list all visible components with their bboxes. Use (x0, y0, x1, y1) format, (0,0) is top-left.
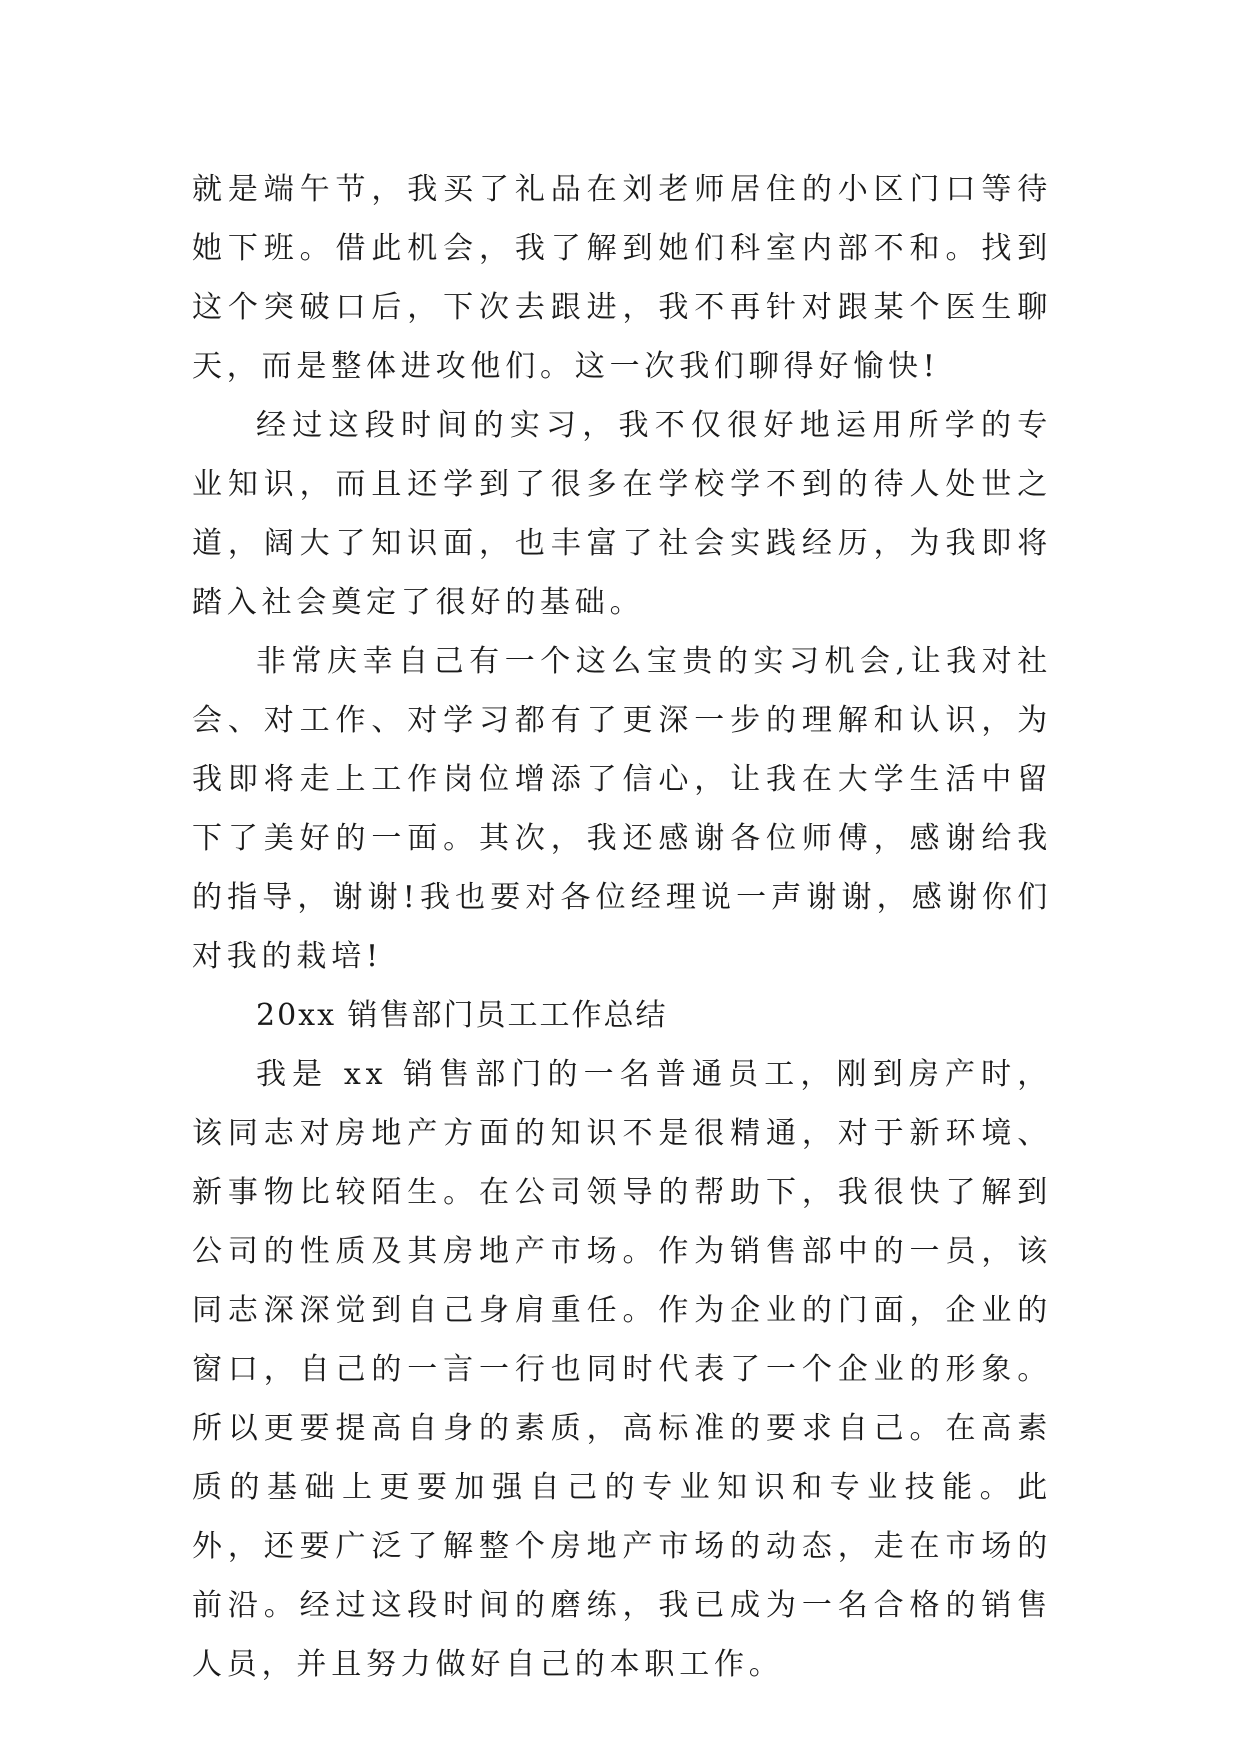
document-body (192, 160, 1052, 1694)
section-heading: 20xx 销售部门员工工作总结 (256, 998, 668, 1033)
paragraph-continuation: 就是端午节，我买了礼品在刘老师居住的小区门口等待她下班。借此机会，我了解到她们科室内部不和。找到这个突破口后，下次去跟进，我不再针对跟某个医生聊天，而是整体进攻他们。这一次我们聊得好愉快! (192, 172, 1052, 384)
paragraph-sales-summary: 我是 xx 销售部门的一名普通员工，刚到房产时，该同志对房地产方面的知识不是很精通，对于新环境、新事物比较陌生。在公司领导的帮助下，我很快了解到公司的性质及其房地产市场。作为销售部中的一员，该同志深深觉到自己身肩重任。作为企业的门面，企业的窗口，自己的一言一行也同时代表了一个企业的形象。所以更要提高自身的素质，高标准的要求自己。在高素质的基础上更要加强自己的专业知识和专业技能。此外，还要广泛了解整个房地产市场的动态，走在市场的前沿。经过这段时间的磨练，我已成为一名合格的销售人员，并且努力做好自己的本职工作。 (192, 1057, 1052, 1682)
paragraph-internship-reflection: 经过这段时间的实习，我不仅很好地运用所学的专业知识，而且还学到了很多在学校学不到的待人处世之道，阔大了知识面，也丰富了社会实践经历，为我即将踏入社会奠定了很好的基础。 (192, 408, 1052, 620)
paragraph-gratitude: 非常庆幸自己有一个这么宝贵的实习机会,让我对社会、对工作、对学习都有了更深一步的理解和认识，为我即将走上工作岗位增添了信心，让我在大学生活中留下了美好的一面。其次，我还感谢各位师傅，感谢给我的指导，谢谢!我也要对各位经理说一声谢谢，感谢你们对我的栽培! (192, 644, 1052, 974)
